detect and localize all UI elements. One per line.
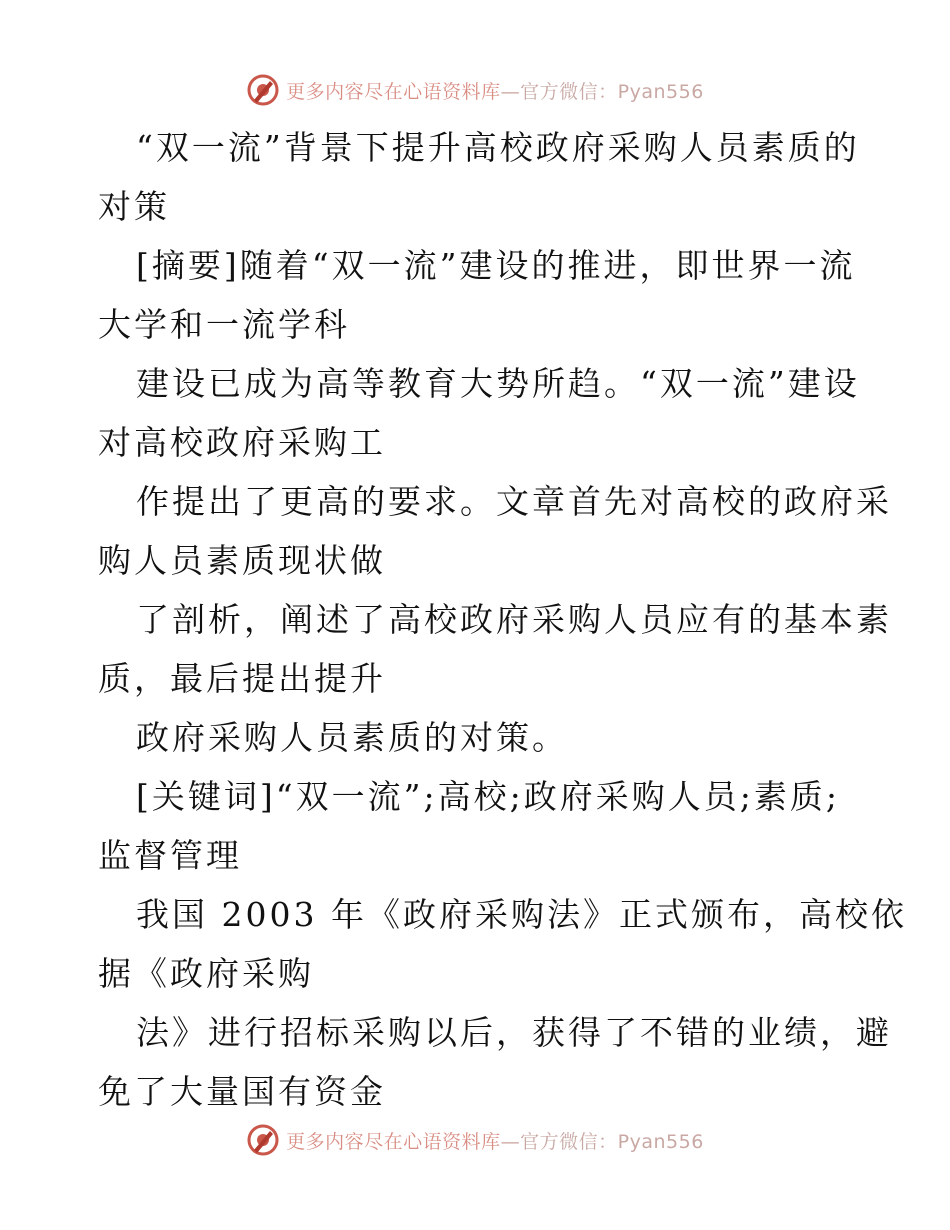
abstract-line: 购人员素质现状做 bbox=[98, 541, 386, 580]
body-line: 法》进行招标采购以后，获得了不错的业绩，避 bbox=[136, 1013, 892, 1052]
pen-logo-icon bbox=[246, 1123, 280, 1157]
abstract-line: 政府采购人员素质的对策。 bbox=[136, 718, 568, 757]
document-body bbox=[98, 118, 907, 1121]
watermark-text: 更多内容尽在心语资料库—官方微信：Pyan556 bbox=[286, 1130, 704, 1153]
body-line: 我国 2003 年《政府采购法》正式颁布，高校依 bbox=[136, 895, 907, 934]
abstract-line: 了剖析，阐述了高校政府采购人员应有的基本素 bbox=[136, 600, 892, 639]
abstract-line: 大学和一流学科 bbox=[98, 305, 350, 344]
watermark-text: 更多内容尽在心语资料库—官方微信：Pyan556 bbox=[286, 80, 704, 103]
body-line: 免了大量国有资金 bbox=[98, 1072, 386, 1111]
pen-logo-icon bbox=[246, 73, 280, 107]
abstract-line: 建设已成为高等教育大势所趋。“双一流”建设 bbox=[136, 364, 860, 403]
abstract-line: 质，最后提出提升 bbox=[98, 659, 386, 698]
abstract-line: [摘要]随着“双一流”建设的推进，即世界一流 bbox=[136, 246, 856, 285]
abstract-line: 作提出了更高的要求。文章首先对高校的政府采 bbox=[136, 482, 892, 521]
footer-watermark bbox=[0, 1120, 950, 1160]
title-line-2: 对策 bbox=[98, 187, 170, 226]
header-watermark bbox=[0, 70, 950, 110]
body-line: 据《政府采购 bbox=[98, 954, 314, 993]
keywords-line: 监督管理 bbox=[98, 836, 242, 875]
keywords-line: [关键词]“双一流”;高校;政府采购人员;素质; bbox=[136, 777, 840, 816]
title-line-1: “双一流”背景下提升高校政府采购人员素质的 bbox=[136, 128, 860, 167]
abstract-line: 对高校政府采购工 bbox=[98, 423, 386, 462]
